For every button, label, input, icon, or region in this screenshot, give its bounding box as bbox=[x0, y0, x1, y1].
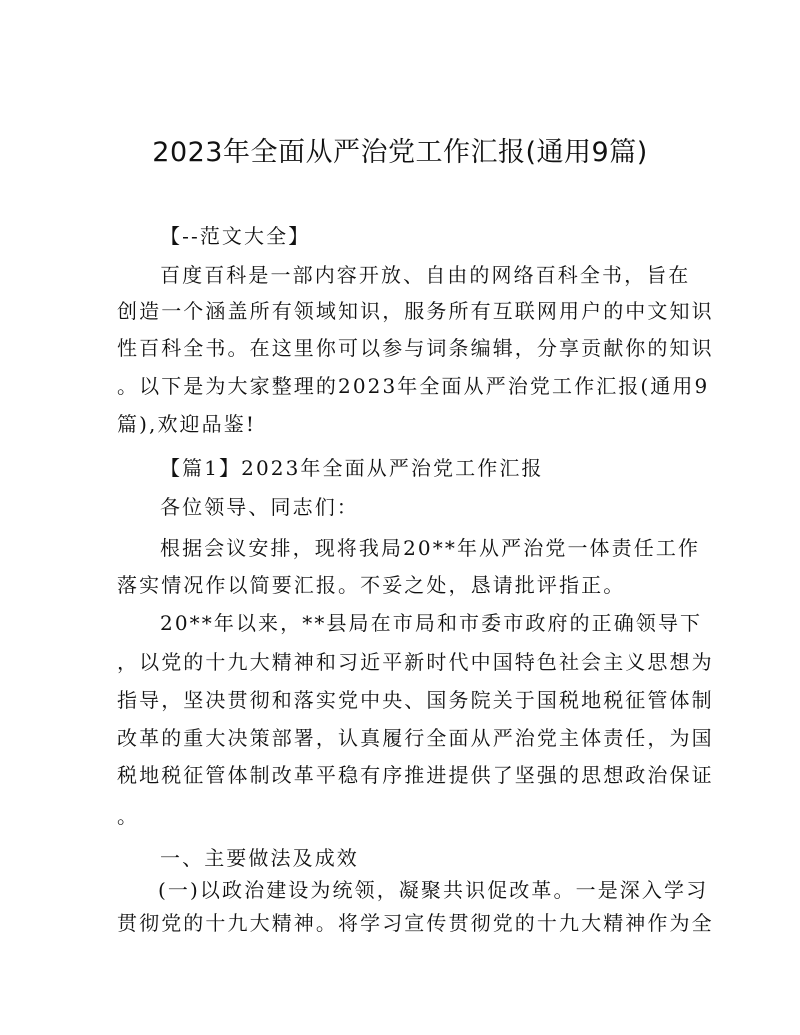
salutation: 各位领导、同志们： bbox=[160, 495, 359, 519]
paragraph-line: 20**年以来，**县局在市局和市委市政府的正确领导下 bbox=[160, 611, 703, 635]
paragraph-line: 改革的重大决策部署，认真履行全面从严治党主体责任，为国 bbox=[117, 726, 714, 750]
paragraph-line: 性百科全书。在这里你可以参与词条编辑，分享贡献你的知识 bbox=[117, 336, 714, 360]
paragraph-line: ，以党的十九大精神和习近平新时代中国特色社会主义思想为 bbox=[117, 650, 714, 674]
paragraph-line: 百度百科是一部内容开放、自由的网络百科全书，旨在 bbox=[160, 263, 691, 287]
section-tag: 【--范文大全】 bbox=[160, 224, 311, 248]
paragraph-line: 贯彻党的十九大精神。将学习宣传贯彻党的十九大精神作为全 bbox=[117, 911, 714, 935]
article-heading: 【篇1】2023年全面从严治党工作汇报 bbox=[160, 456, 544, 480]
paragraph-line: 根据会议安排，现将我局20**年从严治党一体责任工作 bbox=[160, 536, 701, 560]
document-title: 2023年全面从严治党工作汇报(通用9篇) bbox=[152, 137, 648, 168]
paragraph-line: 创造一个涵盖所有领域知识，服务所有互联网用户的中文知识 bbox=[117, 299, 714, 323]
paragraph-line: 。 bbox=[117, 804, 140, 828]
paragraph-line: 指导，坚决贯彻和落实党中央、国务院关于国税地税征管体制 bbox=[117, 688, 714, 712]
paragraph-line: 。以下是为大家整理的2023年全面从严治党工作汇报(通用9 bbox=[117, 374, 710, 398]
paragraph-line: (一)以政治建设为统领，凝聚共识促改革。一是深入学习 bbox=[158, 878, 709, 902]
section-heading: 一、主要做法及成效 bbox=[160, 846, 359, 870]
paragraph-line: 落实情况作以简要汇报。不妥之处，恳请批评指正。 bbox=[117, 573, 626, 597]
paragraph-line: 篇),欢迎品鉴! bbox=[117, 412, 256, 436]
paragraph-line: 税地税征管体制改革平稳有序推进提供了坚强的思想政治保证 bbox=[117, 763, 714, 787]
